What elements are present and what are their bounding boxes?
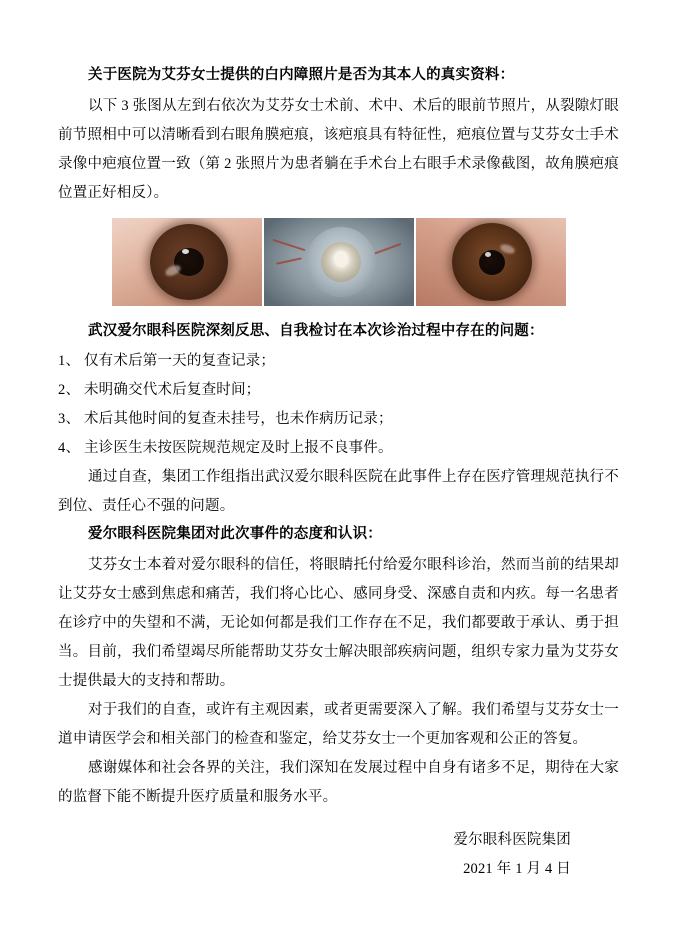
section-3-paragraph-1: 艾芬女士本着对爱尔眼科的信任，将眼睛托付给爱尔眼科诊治，然而当前的结果却让艾芬女士感到焦虑和痛苦，我们将心比心、感同身受、深感自责和内疚。每一名患者在诊疗中的失望和不满，无论如何都是我们工作存在不足，我们都要敢于承认、勇于担当。目前，我们希望竭尽所能帮助艾芬女士解决眼部疾病问题，组织专家力量为艾芬女士提供最大的支持和帮助。 bbox=[58, 556, 619, 689]
eye-photo-gallery bbox=[58, 218, 619, 306]
section-1-heading: 关于医院为艾芬女士提供的白内障照片是否为其本人的真实资料： bbox=[88, 67, 515, 83]
pupil-region bbox=[479, 250, 505, 275]
eye-photo-preop bbox=[112, 218, 262, 306]
signature-block bbox=[58, 826, 619, 884]
section-2-closing-paragraph: 通过自查，集团工作组指出武汉爱尔眼科医院在此事件上存在医疗管理规范执行不到位、责任心不强的问题。 bbox=[58, 469, 619, 515]
section-3-heading: 爱尔眼科医院集团对此次事件的态度和认识： bbox=[88, 526, 382, 543]
signature-organization: 爱尔眼科医院集团 bbox=[453, 831, 571, 848]
section-3-paragraph-2: 对于我们的自查，或许有主观因素，或者更需要深入了解。我们希望与艾芬女士一道申请医学会和相关部门的检查和鉴定，给艾芬女士一个更加客观和公正的答复。 bbox=[58, 701, 619, 747]
eye-photo-intraop bbox=[264, 218, 414, 306]
light-reflex-highlight bbox=[182, 249, 189, 254]
signature-date: 2021 年 1 月 4 日 bbox=[463, 860, 571, 877]
eye-photo-postop bbox=[416, 218, 566, 306]
light-reflex-highlight bbox=[485, 252, 491, 257]
list-item: 3、 术后其他时间的复查未挂号，也未作病历记录； bbox=[58, 411, 393, 428]
surgical-highlight-patch bbox=[334, 251, 348, 267]
list-item: 1、 仅有术后第一天的复查记录； bbox=[58, 353, 276, 370]
list-item: 4、 主诊医生未按医院规范规定及时上报不良事件。 bbox=[58, 440, 393, 457]
section-2-heading: 武汉爱尔眼科医院深刻反思、自我检讨在本次诊治过程中存在的问题： bbox=[88, 322, 544, 339]
section-3-paragraph-3: 感谢媒体和社会各界的关注，我们深知在发展过程中自身有诸多不足，期待在大家的监督下能不断提升医疗质量和服务水平。 bbox=[58, 759, 619, 805]
section-1-paragraph: 以下 3 张图从左到右依次为艾芬女士术前、术中、术后的眼前节照片，从裂隙灯眼前节照相中可以清晰看到右眼角膜疤痕，该疤痕具有特征性，疤痕位置与艾芬女士手术录像中疤痕位置一致（第 2 张照片为患者躺在手术台上右眼手术录像截图，故角膜疤痕位置正好相反）。 bbox=[58, 97, 619, 201]
list-item: 2、 未明确交代术后复查时间； bbox=[58, 382, 261, 399]
